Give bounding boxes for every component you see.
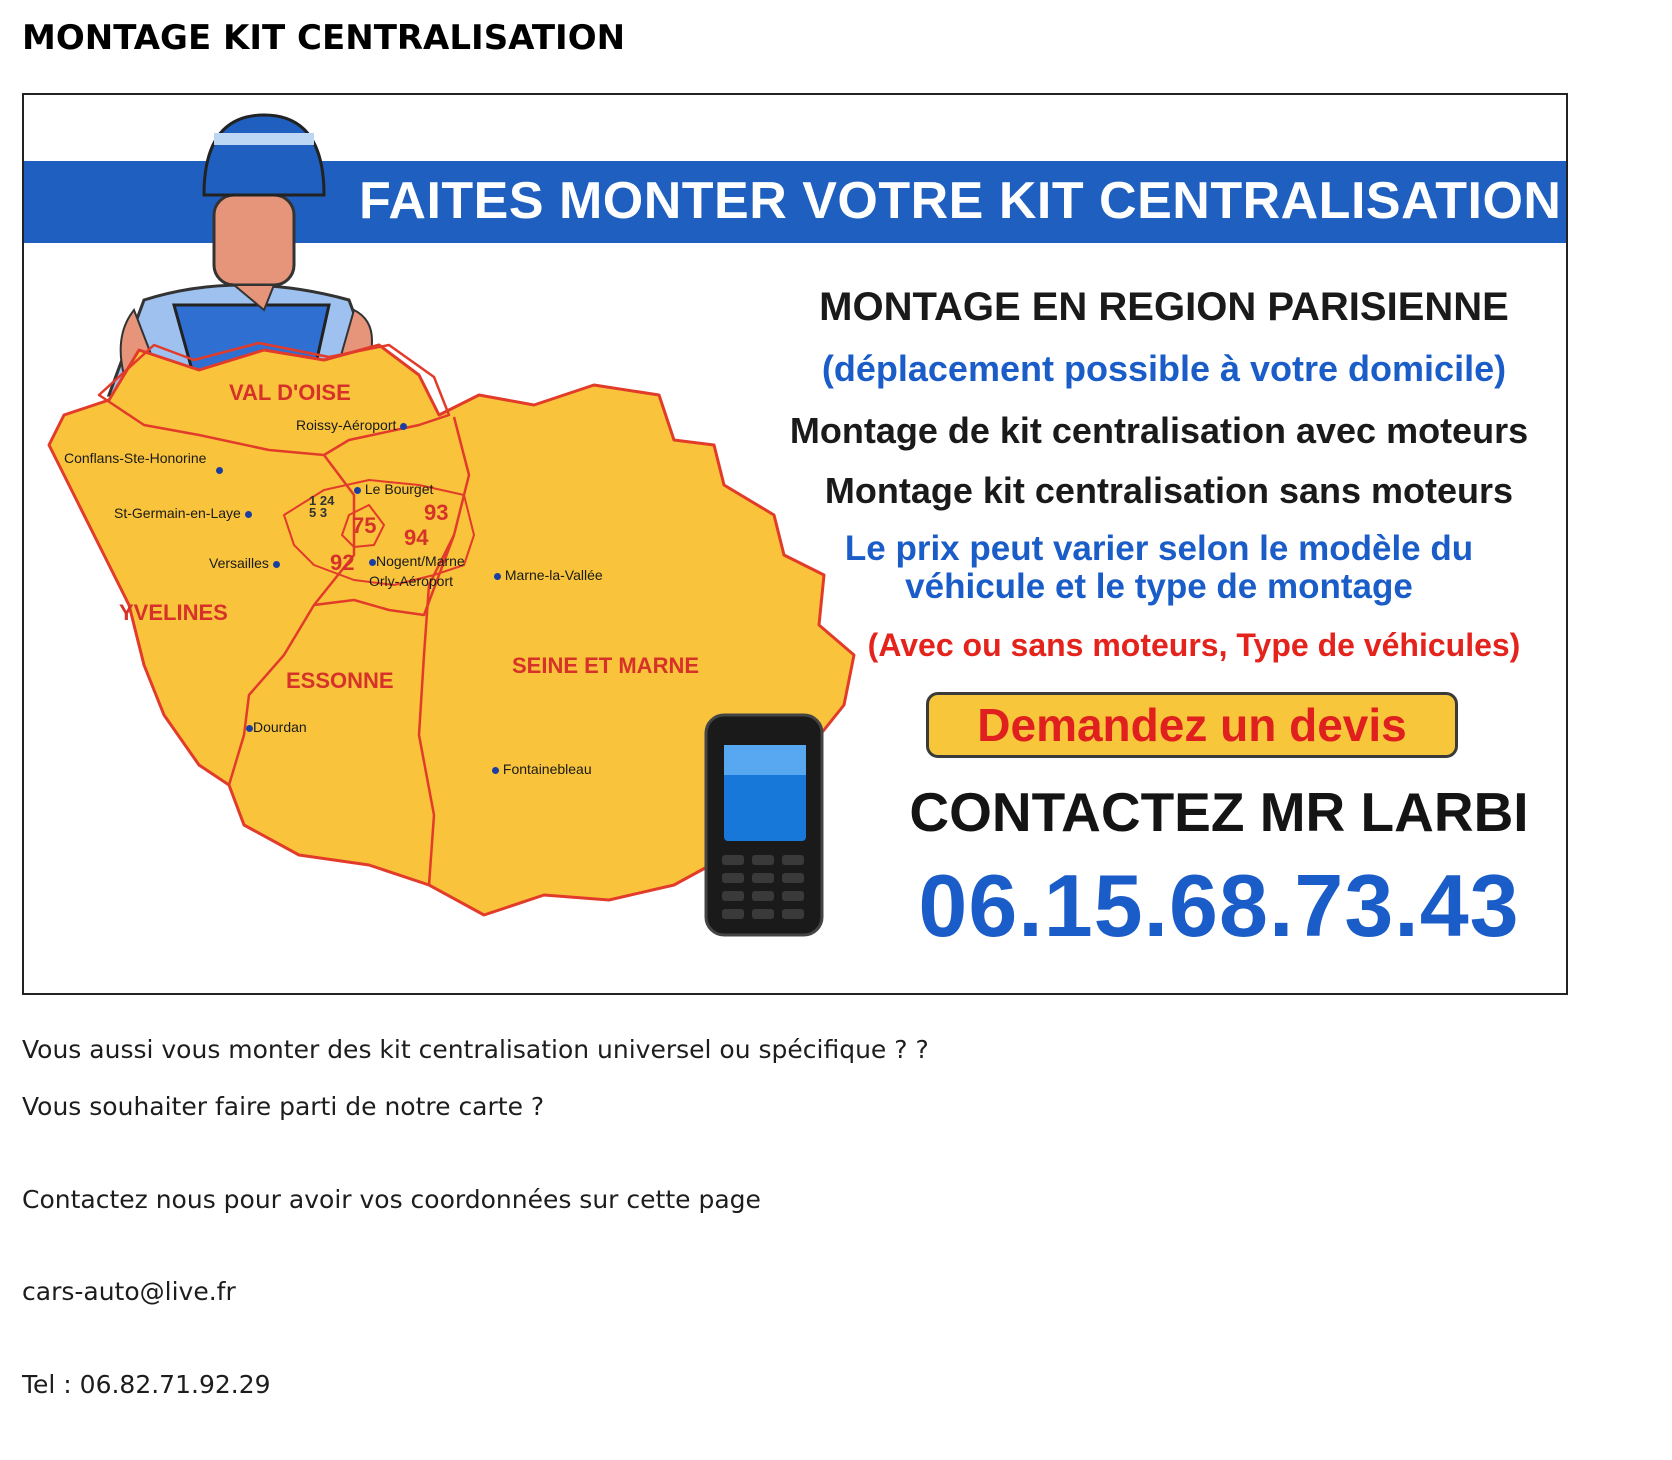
map-city-label: Versailles [209, 555, 269, 571]
map-city-label: Marne-la-Vallée [504, 567, 603, 583]
map-city-fontainebleau [492, 761, 592, 777]
map-city-dot [273, 561, 280, 568]
promo-line-sans-moteurs: Montage kit centralisation sans moteurs [824, 470, 1514, 511]
map-city-label: Fontainebleau [502, 761, 592, 777]
map-city-label: Dourdan [253, 719, 307, 735]
paragraph-contact-invite: Contactez nous pour avoir vos coordonnées sur cette page [22, 1185, 761, 1214]
promo-line-types: (Avec ou sans moteurs, Type de véhicules) [867, 627, 1521, 663]
contact-name: CONTACTEZ MR LARBI [909, 781, 1529, 843]
map-city-le-bourget [354, 481, 433, 497]
paragraph-question-carte: Vous souhaiter faire parti de notre carte ? [22, 1092, 545, 1121]
map-dept-94: 94 [404, 525, 429, 550]
map-city-dot [245, 511, 252, 518]
promo-line-avec-moteurs: Montage de kit centralisation avec moteurs [789, 410, 1529, 451]
map-city-dot [246, 725, 253, 732]
map-city-label: Le Bourget [364, 481, 434, 497]
map-city-marne-la-vallee [494, 567, 603, 583]
mobile-phone-icon [706, 715, 822, 935]
devis-button[interactable]: Demandez un devis [926, 692, 1458, 758]
map-city-label: Conflans-Ste-Honorine [64, 450, 207, 466]
map-city-dot [354, 487, 361, 494]
promo-line-region: MONTAGE EN REGION PARISIENNE [819, 285, 1509, 329]
map-dept-93: 93 [424, 500, 449, 525]
contact-tel: Tel : 06.82.71.92.29 [22, 1370, 271, 1399]
map-city-dot [216, 467, 223, 474]
map-city-dot [369, 559, 376, 566]
contact-email-link[interactable]: cars-auto@live.fr [22, 1277, 236, 1306]
map-dept-arrondissements: 1 24 5 3 [309, 493, 335, 520]
map-city-dot [494, 573, 501, 580]
map-dept-75: 75 [352, 513, 377, 538]
map-city-versailles [209, 555, 280, 571]
map-region-seine-et-marne: SEINE ET MARNE [512, 653, 700, 678]
map-city-roissy [296, 417, 407, 433]
promo-line-prix: Le prix peut varier selon le modèle du véhicule et le type de montage [844, 529, 1474, 606]
banner-headline: FAITES MONTER VOTRE KIT CENTRALISATION [359, 172, 1562, 230]
map-city-conflans [64, 450, 206, 466]
map-city-nogent [369, 553, 465, 569]
map-region-yvelines: YVELINES [119, 600, 228, 625]
map-region-essonne: ESSONNE [286, 668, 394, 693]
contact-phone: 06.15.68.73.43 [918, 856, 1520, 955]
map-city-label: St-Germain-en-Laye [114, 505, 241, 521]
map-city-dot [492, 767, 499, 774]
map-city-label: Nogent/Marne [376, 553, 465, 569]
map-city-label: Roissy-Aéroport [296, 417, 397, 433]
map-city-label: Orly-Aéroport [369, 573, 454, 589]
promo-banner-image [22, 93, 1568, 995]
map-region-val-doise: VAL D'OISE [229, 380, 351, 405]
paragraph-question-kit: Vous aussi vous monter des kit centralisation universel ou spécifique ? ? [22, 1035, 929, 1064]
map-city-orly [369, 573, 453, 589]
map-city-dot [400, 423, 407, 430]
page-title: MONTAGE KIT CENTRALISATION [22, 18, 626, 58]
map-city-dourdan [246, 719, 307, 735]
map-city-st-germain [114, 505, 252, 521]
promo-line-deplacement: (déplacement possible à votre domicile) [821, 348, 1507, 389]
map-dept-92: 92 [330, 550, 355, 575]
